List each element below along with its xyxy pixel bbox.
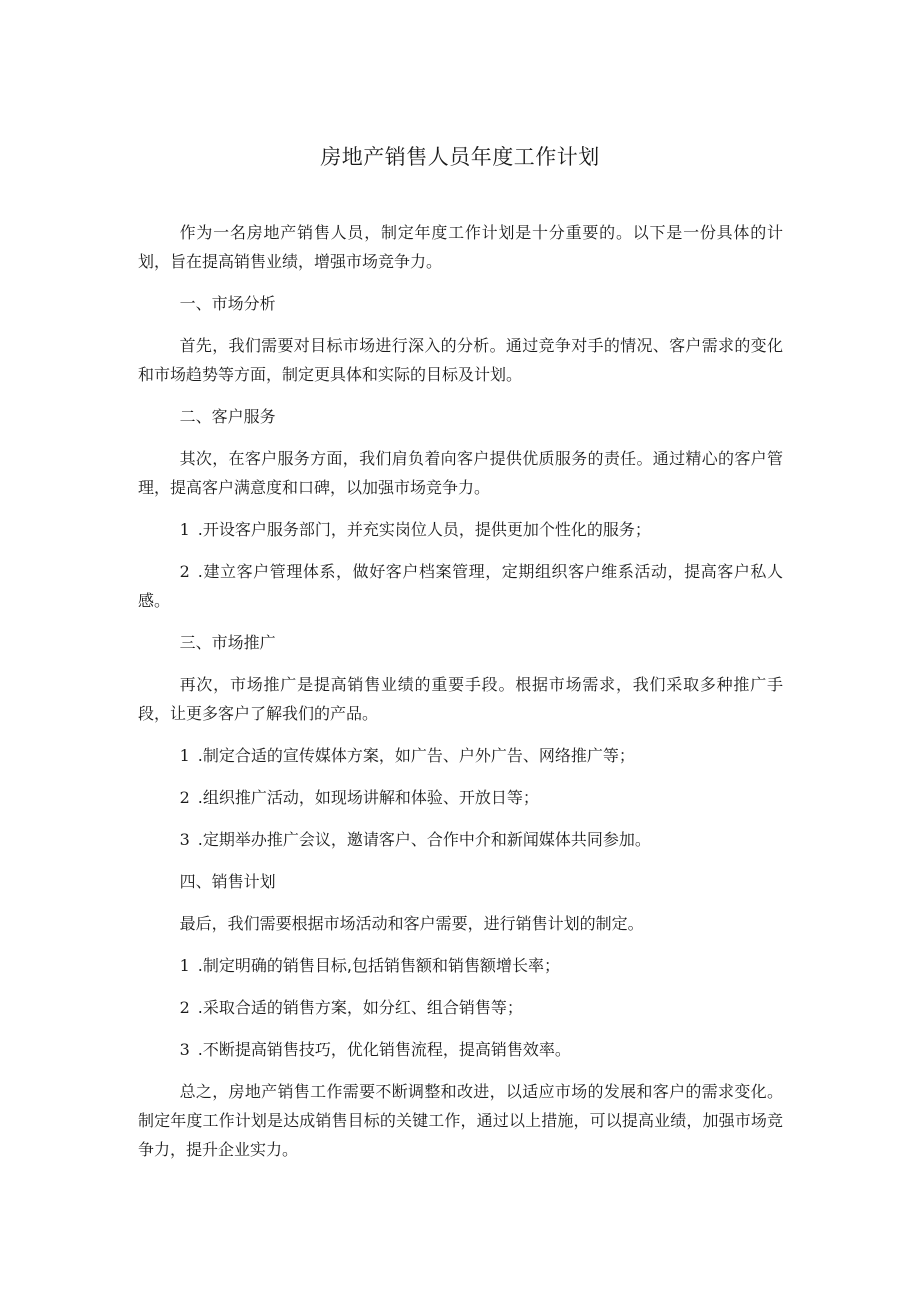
- list-item-text: .制定合适的宣传媒体方案，如广告、户外广告、网络推广等；: [197, 746, 635, 765]
- list-item-number: 3: [179, 1040, 190, 1059]
- list-item: [138, 951, 783, 980]
- list-item: [138, 783, 783, 812]
- section-heading-customer-service: 二、客户服务: [179, 407, 276, 426]
- list-item-number: 1: [179, 520, 190, 539]
- list-item-text: .不断提高销售技巧，优化销售流程，提高销售效率。: [197, 1040, 571, 1059]
- section-paragraph-sales-plan: 最后，我们需要根据市场活动和客户需要，进行销售计划的制定。: [179, 914, 644, 933]
- list-item: [138, 1035, 783, 1064]
- document-title: 房地产销售人员年度工作计划: [320, 145, 600, 169]
- list-item-number: 1: [179, 956, 190, 975]
- section-heading-market-analysis: 一、市场分析: [179, 294, 276, 313]
- list-item-text: .定期举办推广会议，邀请客户、合作中介和新闻媒体共同参加。: [197, 830, 651, 849]
- list-item-text: .建立客户管理体系，做好客户档案管理，定期组织客户维系活动，提高客户私人感。: [138, 562, 783, 610]
- section-heading-market-promotion: 三、市场推广: [179, 633, 276, 652]
- list-item: [138, 993, 783, 1022]
- list-item-text: .采取合适的销售方案，如分红、组合销售等；: [197, 998, 523, 1017]
- section-paragraph-customer-service: 其次，在客户服务方面，我们肩负着向客户提供优质服务的责任。通过精心的客户管理，提高客户满意度和口碑，以加强市场竞争力。: [138, 449, 783, 497]
- document-body: [138, 218, 783, 1177]
- list-item-number: 1: [179, 746, 190, 765]
- section-heading-sales-plan: 四、销售计划: [179, 872, 276, 891]
- list-item-number: 2: [179, 562, 190, 581]
- intro-paragraph: 作为一名房地产销售人员，制定年度工作计划是十分重要的。以下是一份具体的计划，旨在提高销售业绩，增强市场竞争力。: [138, 223, 783, 271]
- list-item-text: .开设客户服务部门，并充实岗位人员，提供更加个性化的服务；: [197, 520, 651, 539]
- list-item-number: 2: [179, 788, 190, 807]
- section-paragraph-market-promotion: 再次，市场推广是提高销售业绩的重要手段。根据市场需求，我们采取多种推广手段，让更多客户了解我们的产品。: [138, 675, 783, 723]
- list-item: [138, 557, 783, 615]
- list-item: [138, 515, 783, 544]
- list-item-number: 2: [179, 998, 190, 1017]
- list-item-number: 3: [179, 830, 190, 849]
- list-item-text: .组织推广活动，如现场讲解和体验、开放日等；: [197, 788, 539, 807]
- section-paragraph-market-analysis: 首先，我们需要对目标市场进行深入的分析。通过竞争对手的情况、客户需求的变化和市场趋势等方面，制定更具体和实际的目标及计划。: [138, 336, 783, 384]
- list-item-text: .制定明确的销售目标,包括销售额和销售额增长率；: [197, 956, 560, 975]
- list-item: [138, 741, 783, 770]
- list-item: [138, 825, 783, 854]
- conclusion-paragraph: 总之，房地产销售工作需要不断调整和改进，以适应市场的发展和客户的需求变化。制定年度工作计划是达成销售目标的关键工作，通过以上措施，可以提高业绩，加强市场竞争力，提升企业实力。: [138, 1082, 783, 1159]
